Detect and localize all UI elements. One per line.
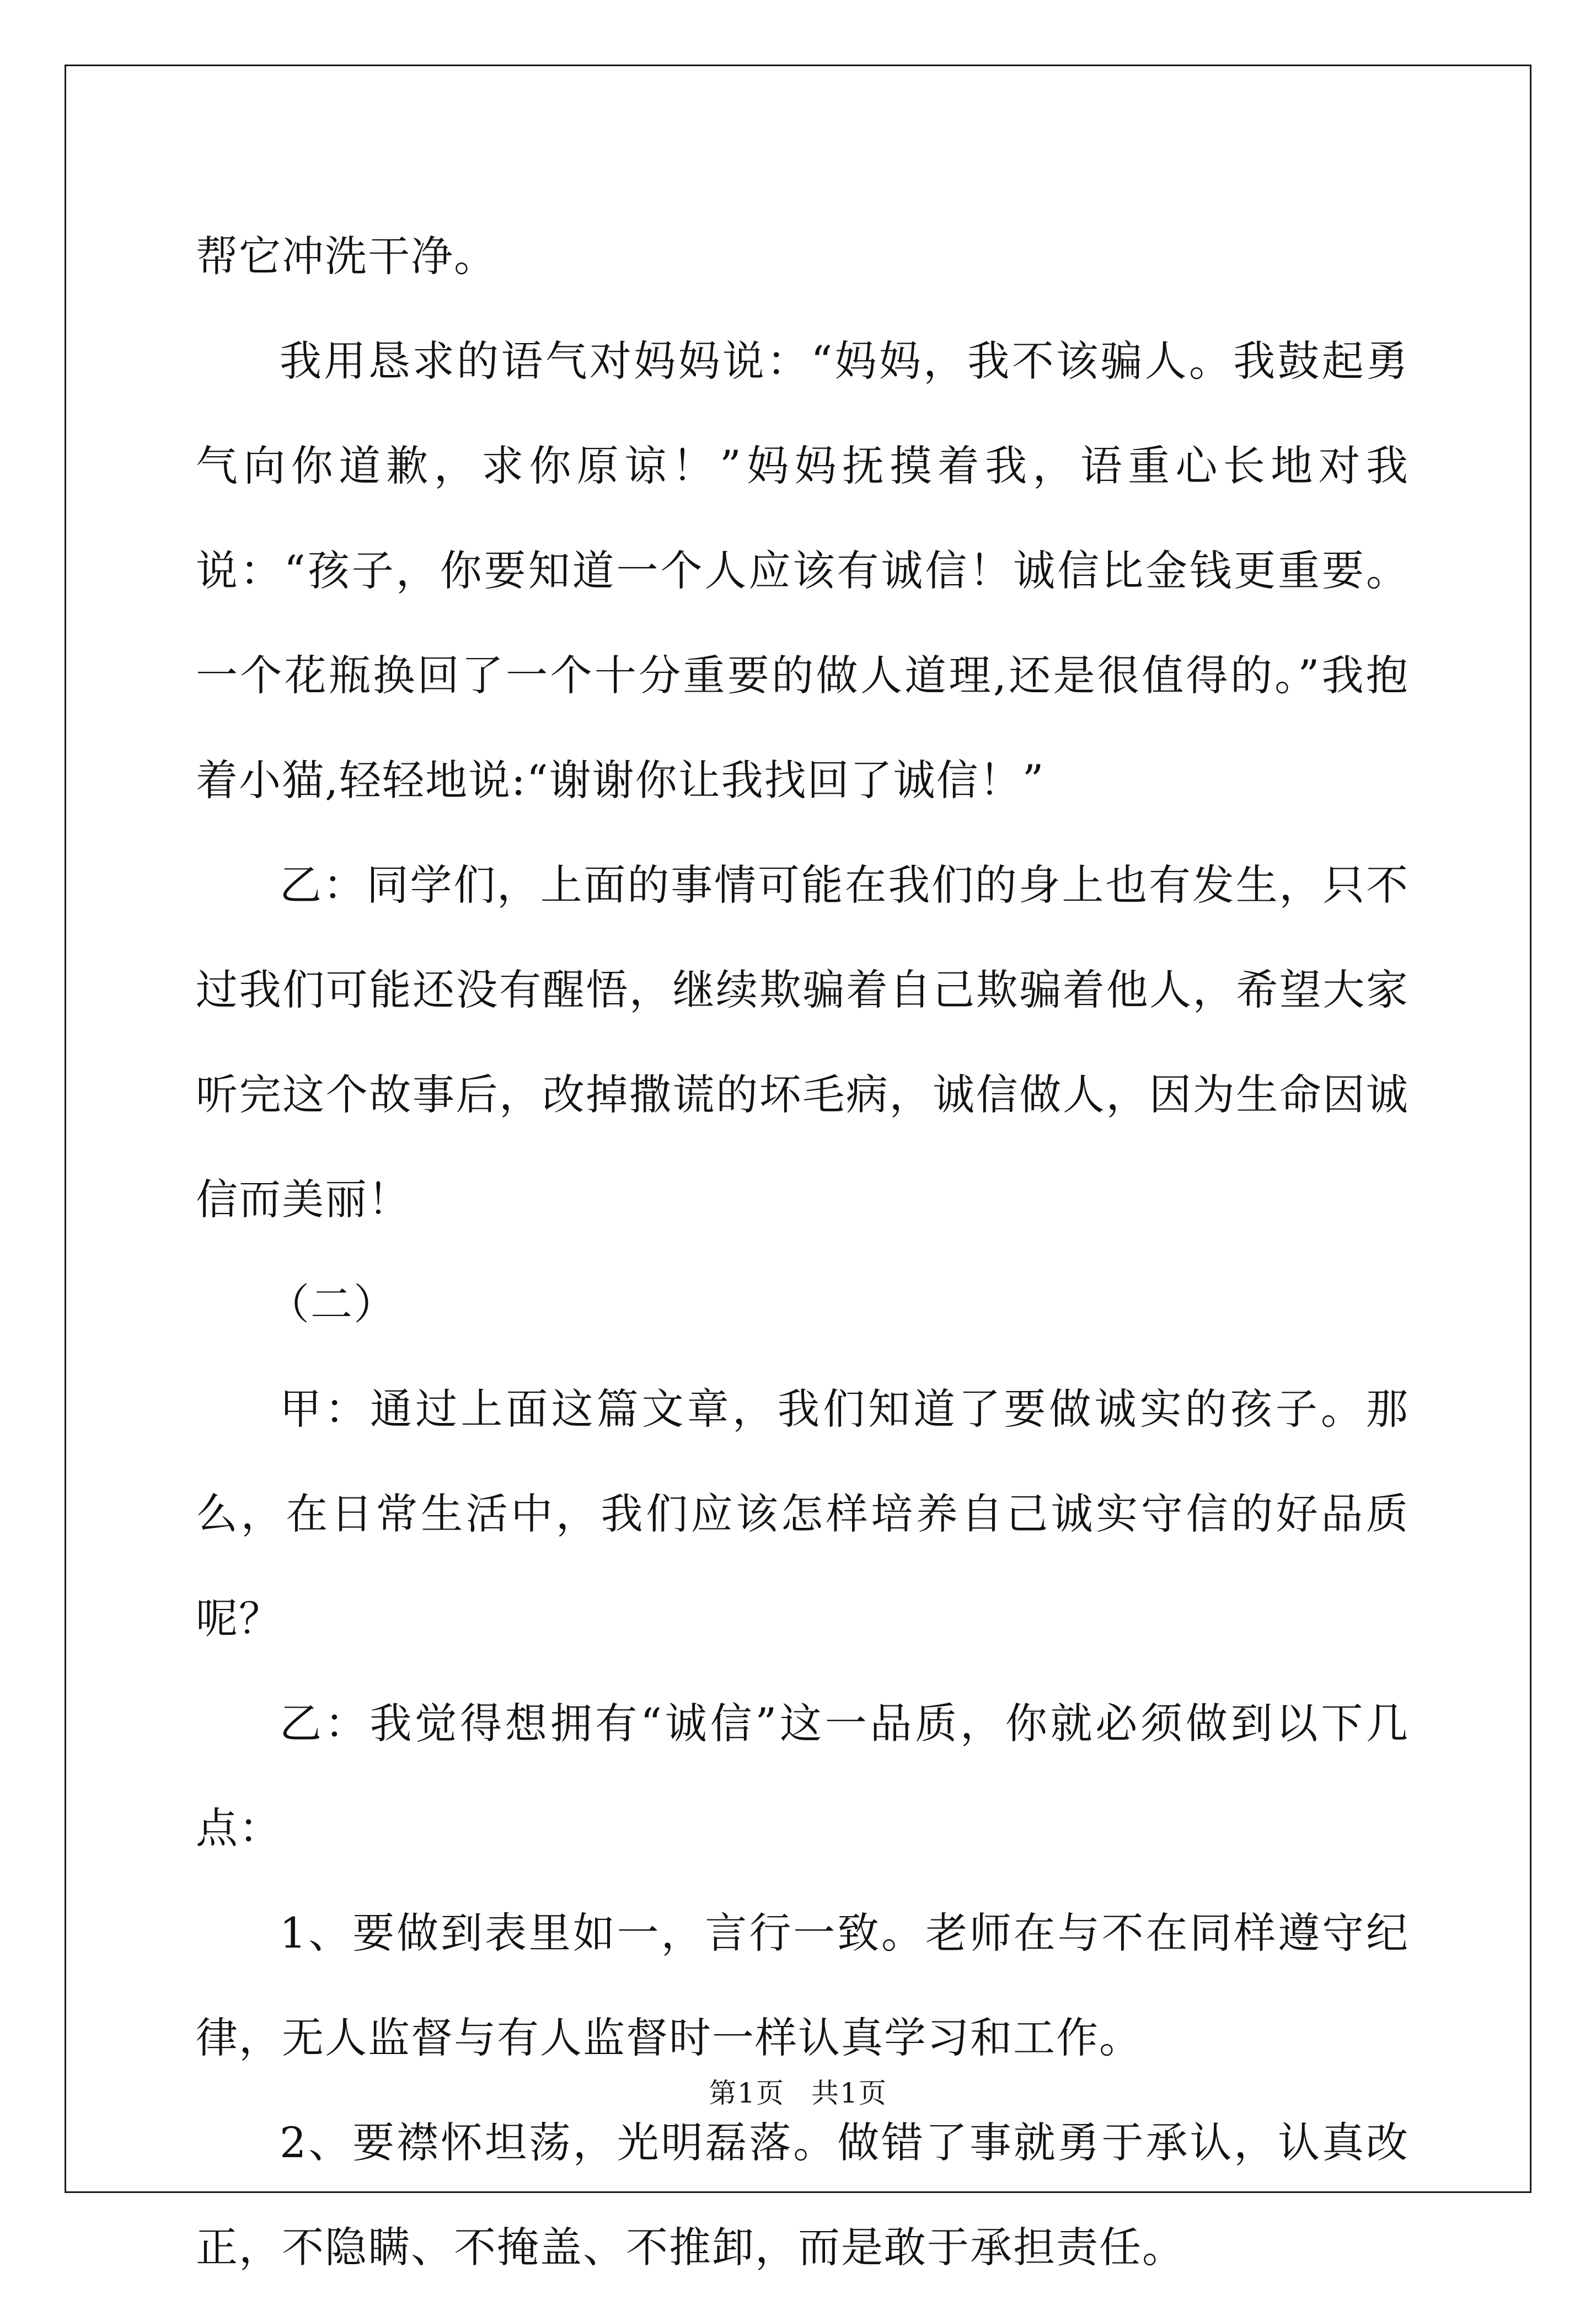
paragraph-5: 乙：我觉得想拥有“诚信”这一品质，你就必须做到以下几点：	[196, 1699, 1409, 1853]
paragraph-2: 我用恳求的语气对妈妈说：“妈妈，我不该骗人。我鼓起勇气向你道歉，求你原谅！”妈妈抚摸着我，语重心长地对我说：“孩子，你要知道一个人应该有诚信！诚信比金钱更重要。一个花瓶换回了一个十分重要的做人道理,还是很值得的。”我抱着小猫,轻轻地说:“谢谢你让我找回了诚信！”	[196, 336, 1409, 805]
page-total: 共1页	[811, 2077, 887, 2109]
page-number: 第1页	[709, 2077, 785, 2109]
section-heading: （二）	[267, 1280, 397, 1329]
paragraph-1: 帮它冲洗干净。	[196, 232, 497, 281]
page-footer	[0, 2077, 1596, 2110]
paragraph-4: 甲：通过上面这篇文章，我们知道了要做诚实的孩子。那么，在日常生活中，我们应该怎样培养自己诚实守信的好品质呢？	[196, 1384, 1409, 1643]
document-body	[196, 204, 1409, 2300]
paragraph-7: 2、要襟怀坦荡，光明磊落。做错了事就勇于承认，认真改正，不隐瞒、不掩盖、不推卸，而是敢于承担责任。	[196, 2118, 1409, 2272]
paragraph-3: 乙：同学们，上面的事情可能在我们的身上也有发生，只不过我们可能还没有醒悟，继续欺骗着自己欺骗着他人，希望大家听完这个故事后，改掉撒谎的坏毛病，诚信做人，因为生命因诚信而美丽！	[196, 860, 1409, 1224]
paragraph-6: 1、要做到表里如一，言行一致。老师在与不在同样遵守纪律，无人监督与有人监督时一样认真学习和工作。	[196, 1908, 1409, 2062]
